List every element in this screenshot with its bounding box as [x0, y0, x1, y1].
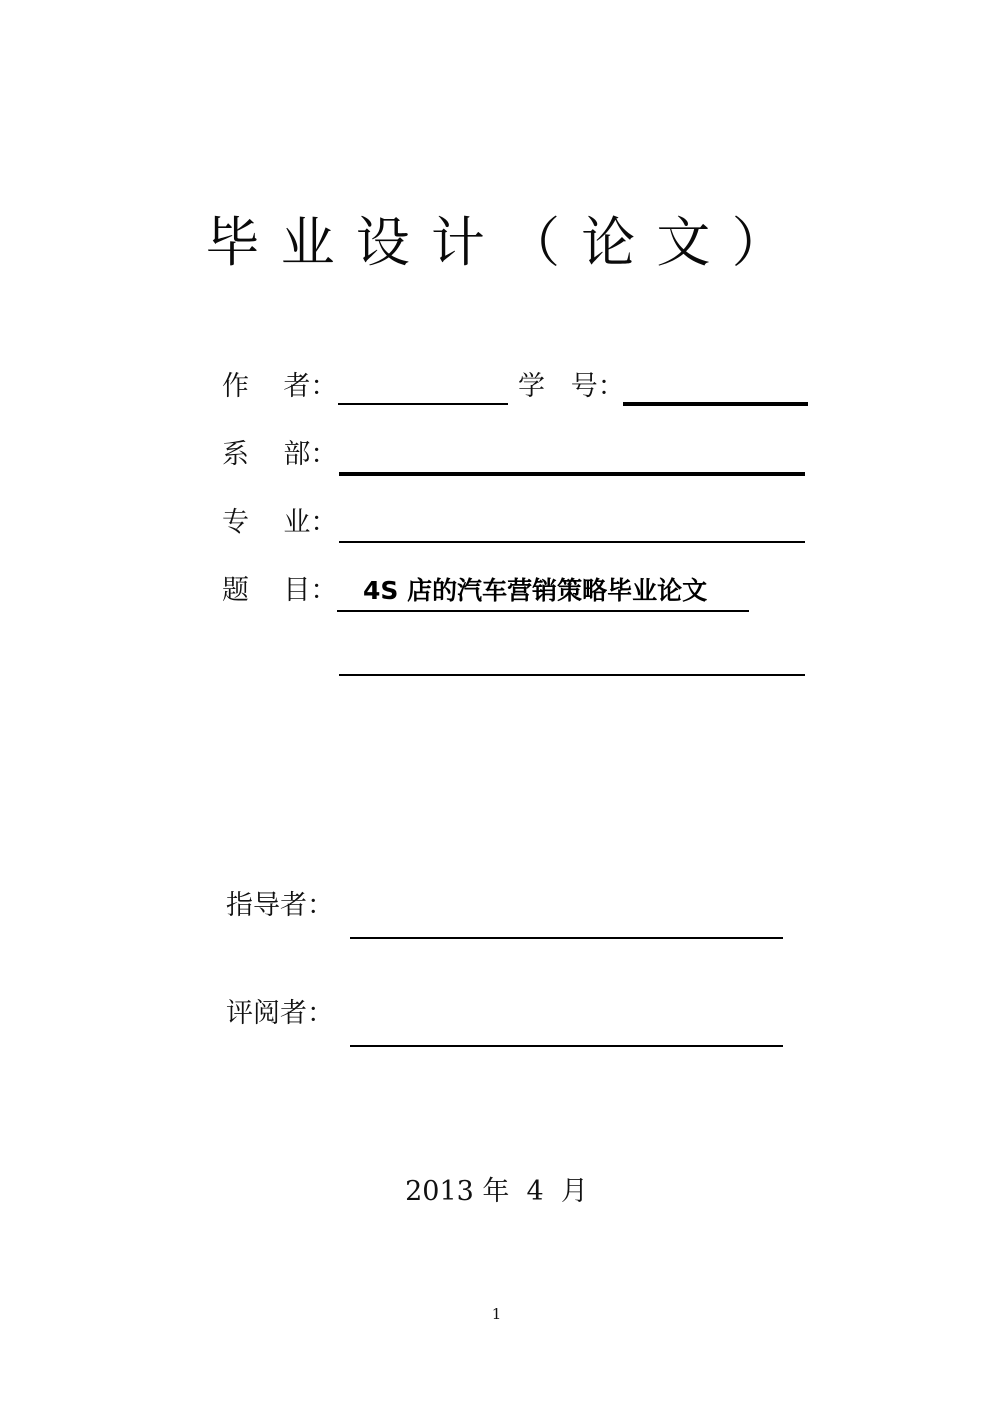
field-row-department: [222, 440, 822, 508]
subject-value-wrapper[interactable]: [337, 575, 749, 612]
subject-continuation-rule[interactable]: [339, 674, 805, 676]
subject-label: 题 目：: [222, 575, 338, 606]
major-input-rule[interactable]: [339, 541, 805, 543]
subject-trailing-spacer: [707, 575, 749, 607]
reviewer-input-rule[interactable]: [350, 1045, 783, 1047]
date-line: 2013 年 4 月: [405, 1176, 588, 1207]
supervisor-label: 指导者：: [226, 890, 334, 921]
cover-fields-block: [222, 372, 822, 708]
major-label: 专 业：: [222, 507, 338, 538]
page-title: 毕 业 设 计 （ 论 文 ）: [205, 211, 788, 274]
author-label: 作 者：: [222, 371, 338, 402]
author-input-rule[interactable]: [338, 403, 508, 405]
department-label: 系 部：: [222, 439, 338, 470]
field-row-subject: [222, 576, 822, 648]
field-row-reviewer: [226, 998, 826, 1106]
student-id-label: 学 号：: [518, 371, 625, 402]
reviewer-label: 评阅者：: [226, 998, 334, 1029]
page-number: 1: [491, 1305, 502, 1323]
supervisor-input-rule[interactable]: [350, 937, 783, 939]
field-row-subject-continued: [222, 648, 822, 708]
subject-leading-spacer: [337, 575, 363, 607]
field-row-supervisor: [226, 890, 826, 998]
student-id-input-rule[interactable]: [623, 402, 808, 406]
field-row-major: [222, 508, 822, 576]
department-input-rule[interactable]: [339, 472, 805, 476]
signature-block: [226, 890, 826, 1106]
field-row-author: [222, 372, 822, 440]
subject-value: 4S 店的汽车营销策略毕业论文: [363, 576, 708, 605]
